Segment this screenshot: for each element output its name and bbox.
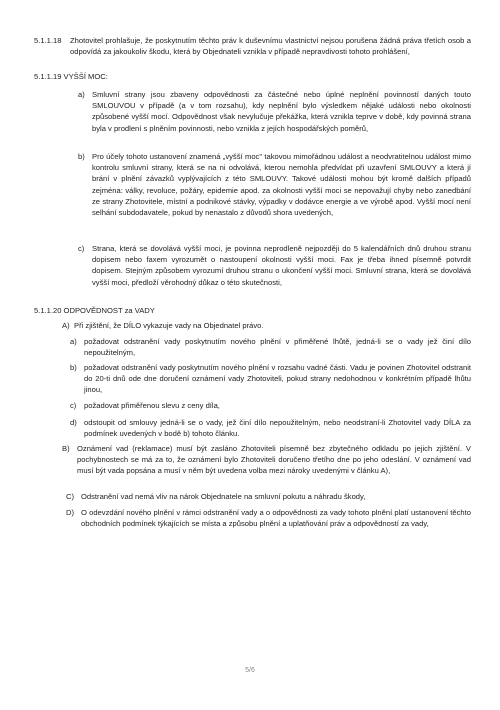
item-label: D) <box>66 508 75 517</box>
item-label: a) <box>78 90 85 99</box>
sub-item-label: b) <box>70 363 77 372</box>
item-text: Odstranění vad nemá vliv na nárok Objednatele na smluvní pokutu a náhradu škody, <box>81 492 366 501</box>
section-paragraph: Zhotovitel prohlašuje, že poskytnutím těchto práv k duševnímu vlastnictví nejsou porušena žádná práva třetích osob a odpovídá za jakoukoliv škodu, která by Objednateli vznikla v případě nepravdivosti tohoto prohlášení, <box>70 36 471 57</box>
page-number: 5/6 <box>245 667 255 674</box>
sub-item-text: odstoupit od smlouvy jedná-li se o vady, jež činí dílo nepoužitelným, nebo neodstraní-li Zhotovitel vady DÍLA za podmínek uvedených v bodě b) tohoto článku. <box>84 418 471 439</box>
item-label: c) <box>78 244 85 253</box>
item-text: Oznámení vad (reklamace) musí být zasláno Zhotoviteli písemně bez zbytečného odkladu po jejich zjištění. V pochybnostech se má za to, že oznámení bylo Zhotoviteli doručeno třetího dne po jeho odeslání. V oznámení vad musí být vada popsána a musí v něm být uvedena volba mezi nároky uvedenými v článku A), <box>77 444 471 476</box>
item-text: O odevzdání nového plnění v rámci odstranění vady a o odpovědnosti za vady tohoto plnění platí ustanovení těchto obchodních podmínek týkajících se místa a způsobu plnění a uplatňování práv a odpovědností za vady, <box>81 508 471 529</box>
section-heading: 5.1.1.20 ODPOVĚDNOST za VADY <box>34 306 155 315</box>
section-heading: 5.1.1.19 VYŠŠÍ MOC: <box>34 72 108 81</box>
item-text: Strana, která se dovolává vyšší moci, je povinna neprodleně nejpozději do 5 kalendářních dnů druhou stranu dopisem nebo faxem vyrozumět o nastoupení okolnosti vyšší moci. Fax je třeba ihned písemně potvrdit dopisem. Stejným způsobem vyrozumí druhou stranu o ukončení vyšší moci. Smluvní strana, která se dovolává vyšší moci, předloží věrohodný důkaz o této skutečnosti, <box>92 244 471 287</box>
section-number: 5.1.1.18 <box>34 36 62 45</box>
sub-item-label: d) <box>70 418 77 427</box>
item-label: A) <box>62 321 70 330</box>
sub-item-text: požadovat odstranění vady poskytnutím nového plnění v rozsahu vadné části. Vadu je povinen Zhotovitel odstranit do 20-ti dnů ode dne doručení oznámení vady Zhotoviteli, pokud strany nedohodnou v konkrétním případě lhůtu jinou, <box>84 363 471 395</box>
item-label: C) <box>66 492 75 501</box>
sub-item-text: požadovat odstranění vady poskytnutím nového plnění v přiměřené lhůtě, jedná-li se o vady jež činí dílo nepoužitelným, <box>84 337 471 358</box>
sub-item-text: požadovat přiměřenou slevu z ceny díla, <box>84 401 220 410</box>
sub-item-label: c) <box>70 401 77 410</box>
item-text: Pro účely tohoto ustanovení znamená „vyšší moc" takovou mimořádnou událost a neodvratitelnou událost mimo kontrolu smluvní strany, která se na ni odvolává, kterou nemohla předvídat při uzavření SMLOUVY a která jí brání v plnění závazků vyplývajících z této SMLOUVY. Takové události mohou být kromě dalších případů zejména: války, revoluce, požáry, epidemie apod. za okolnosti vyšší moci se nepovažují chyby nebo zanedbání ze strany Zhotovitele, místní a podnikové stávky, výpadky v dodávce energie a ve výrobě apod. Vyšší mocí není selhání subdodavatele, pokud by nenastalo z důvodů shora uvedených, <box>92 152 471 218</box>
item-label: b) <box>78 152 85 161</box>
item-label: B) <box>62 444 70 453</box>
item-text: Smluvní strany jsou zbaveny odpovědnosti za částečné nebo úplné neplnění povinností daných touto SMLOUVOU v případě (a v tom rozsahu), kdy neplnění bylo výsledkem nějaké události nebo okolnosti způsobené vyšší mocí. Odpovědnost však nevylučuje překážka, která vznikla teprve v době, kdy povinná strana byla v prodlení s plněním povinnosti, nebo vznikla z jejích hospodářských poměrů, <box>92 90 471 133</box>
sub-item-label: a) <box>70 337 77 346</box>
item-text: Při zjištění, že DÍLO vykazuje vady na Objednatel právo. <box>74 321 264 330</box>
